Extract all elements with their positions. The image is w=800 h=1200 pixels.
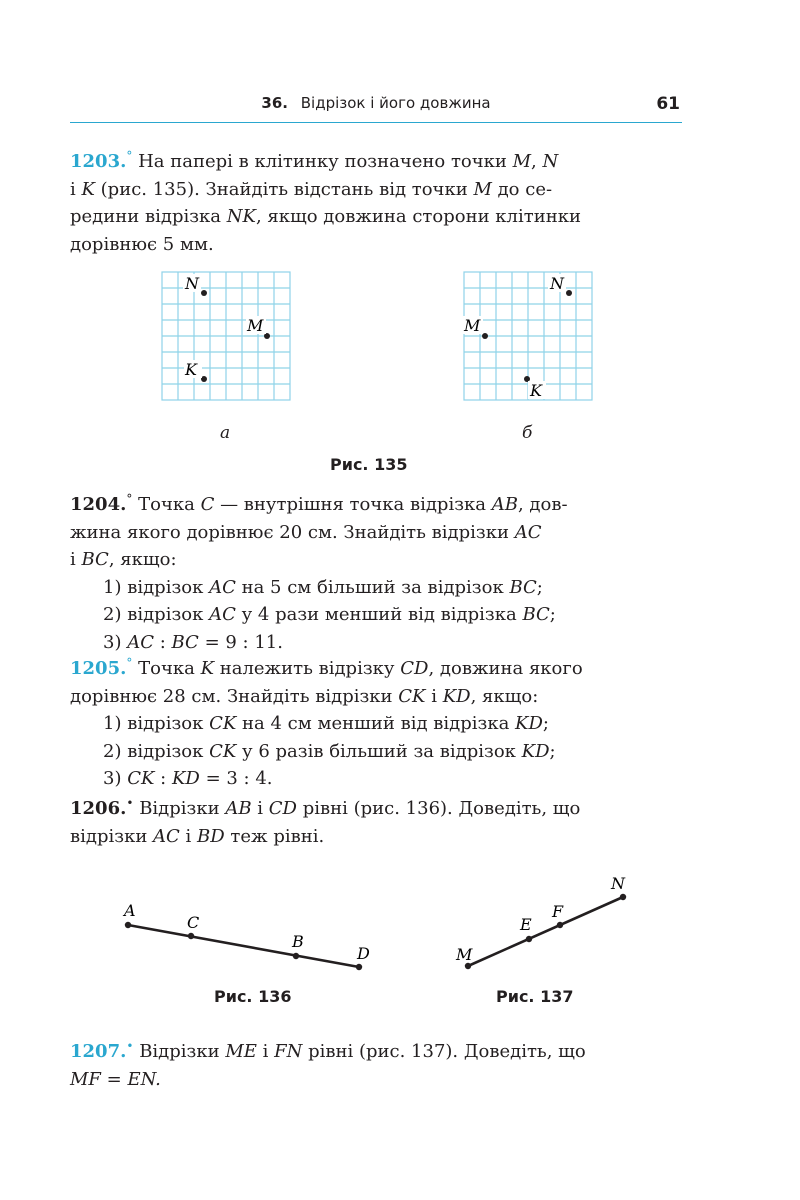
text: = 3 : 4.: [199, 768, 273, 789]
text: ;: [549, 604, 556, 625]
text: = 9 : 11.: [198, 631, 283, 653]
point-e: [526, 936, 532, 942]
difficulty-mark: •: [126, 796, 134, 810]
segment-label: AC: [209, 576, 236, 598]
problem-1203: [70, 143, 682, 258]
text: Точка: [138, 494, 201, 515]
figure-caption: Рис. 135: [330, 455, 408, 474]
text: на 4 см менший від відрізка: [236, 713, 516, 734]
text: дорівнює 28 см. Знайдіть відрізки: [70, 685, 399, 707]
text: На папері в клітинку позначено точки: [138, 151, 513, 172]
point-label: K: [200, 658, 215, 679]
text: жина якого дорівнює 20 см. Знайдіть відрізки: [70, 521, 515, 543]
segment-label: AC: [209, 604, 236, 625]
text: Точка: [138, 658, 201, 679]
subfigure-label-a: а: [220, 423, 231, 443]
label-c: C: [187, 913, 200, 932]
label-n: N: [185, 274, 199, 293]
problem-1206: [70, 790, 682, 850]
label-b: B: [292, 932, 304, 951]
point-d: [356, 964, 362, 970]
difficulty-mark: °: [126, 492, 133, 506]
point-label: K: [81, 178, 95, 200]
text: і: [70, 178, 82, 200]
label-n: N: [550, 274, 564, 293]
point-label: M: [512, 151, 532, 172]
segment-label: AC: [127, 631, 154, 653]
section-number: 36.: [261, 94, 288, 112]
text: у 6 разів більший за відрізок: [236, 740, 522, 762]
text: — внутрішня точка відрізка: [214, 494, 492, 515]
text: і: [251, 798, 269, 819]
problem-1204: [70, 486, 682, 656]
page-number: 61: [656, 94, 680, 114]
segment-label: CK: [398, 685, 426, 707]
point-f: [557, 922, 563, 928]
segment-label: AB: [491, 494, 518, 515]
label-k: K: [185, 360, 197, 379]
problem-number: 1203.: [70, 151, 127, 172]
label-f: F: [552, 902, 564, 921]
text: дорівнює 5 мм.: [70, 233, 214, 255]
section-heading: [70, 94, 682, 112]
segment-label: FN: [274, 1041, 303, 1062]
label-k: K: [530, 381, 542, 400]
segment-label: CD: [400, 658, 429, 679]
text: (рис. 135). Знайдіть відстань від точки: [94, 178, 474, 200]
text: , дов-: [517, 494, 568, 515]
equation: MF = EN.: [70, 1068, 161, 1090]
text: відрізки: [70, 825, 154, 847]
problem-number: 1204.: [70, 494, 127, 515]
text: і: [425, 685, 443, 707]
text: 2) відрізок: [103, 604, 210, 625]
text: , довжина якого: [428, 658, 583, 679]
problem-1205: [70, 650, 682, 793]
problem-number: 1207.: [70, 1041, 127, 1062]
segment-label: BC: [171, 631, 199, 653]
figure-135-grids: [150, 268, 620, 408]
segment-label: CK: [127, 768, 155, 789]
text: теж рівні.: [224, 825, 325, 847]
segment-label: KD: [171, 768, 200, 789]
text: рівні (рис. 137). Доведіть, що: [302, 1041, 586, 1062]
text: 3): [103, 631, 128, 653]
text: , якщо довжина сторони клітинки: [255, 206, 581, 227]
text: належить відрізку: [214, 658, 401, 679]
label-e: E: [520, 915, 532, 934]
segment-label: KD: [442, 685, 471, 707]
text: ;: [536, 576, 543, 598]
text: 3): [103, 768, 128, 789]
text: до се-: [491, 178, 553, 200]
subfigure-label-b: б: [522, 423, 533, 443]
difficulty-mark: •: [126, 1039, 134, 1053]
segment-label: CK: [209, 740, 237, 762]
point-n: [620, 894, 626, 900]
label-d: D: [357, 944, 370, 963]
text: , якщо:: [108, 549, 177, 570]
difficulty-mark: °: [126, 149, 133, 163]
section-title: Відрізок і його довжина: [300, 94, 491, 112]
text: :: [153, 631, 172, 653]
text: Відрізки: [139, 1041, 226, 1062]
text: :: [154, 768, 172, 789]
figure-137: [455, 874, 626, 969]
point-c: [188, 933, 194, 939]
text: у 4 рази менший від відрізка: [235, 604, 523, 625]
text: редини відрізка: [70, 206, 227, 227]
text: 1) відрізок: [103, 713, 210, 734]
label-m: M: [456, 945, 473, 964]
figure-caption-137: Рис. 137: [496, 987, 574, 1006]
segment-label: BD: [197, 825, 225, 847]
problem-number: 1206.: [70, 798, 127, 819]
segment-label: BC: [522, 604, 550, 625]
problem-number: 1205.: [70, 658, 127, 679]
point-n: [566, 290, 572, 296]
problem-1207: [70, 1033, 682, 1093]
text: 2) відрізок: [103, 740, 210, 762]
segment-label: NK: [226, 206, 256, 227]
text: ;: [549, 740, 556, 762]
point-label: M: [473, 178, 492, 200]
text: 1) відрізок: [103, 576, 210, 598]
segment-label: AC: [153, 825, 180, 847]
text: на 5 см більший за відрізок: [235, 576, 510, 598]
segment-label: BC: [509, 576, 537, 598]
label-m: M: [464, 316, 481, 335]
point-n: [201, 290, 207, 296]
segment-label: CK: [209, 713, 237, 734]
text: ,: [531, 151, 543, 172]
segment-label: AC: [514, 521, 542, 543]
text: Відрізки: [139, 798, 226, 819]
point-label: N: [542, 151, 559, 172]
grid-a: [162, 272, 290, 400]
segment-label: CD: [268, 798, 297, 819]
page-header: [70, 92, 682, 123]
label-n: N: [611, 874, 625, 893]
label-a: A: [124, 901, 136, 920]
text: , якщо:: [470, 685, 539, 707]
segment-label: ME: [225, 1041, 257, 1062]
segment-label: BC: [81, 549, 109, 570]
point-b: [293, 953, 299, 959]
difficulty-mark: °: [126, 656, 133, 670]
text: і: [179, 825, 198, 847]
text: ;: [542, 713, 549, 734]
figures-136-137: [100, 870, 660, 980]
point-a: [125, 922, 131, 928]
segment-label: KD: [521, 740, 550, 762]
segment-label: AB: [225, 798, 252, 819]
text: рівні (рис. 136). Доведіть, що: [296, 798, 581, 819]
label-m: M: [247, 316, 264, 335]
point-label: C: [200, 494, 215, 515]
figure-caption-136: Рис. 136: [214, 987, 292, 1006]
text: і: [70, 549, 82, 570]
figure-136: [122, 901, 370, 970]
text: і: [256, 1041, 275, 1062]
segment-label: KD: [515, 713, 543, 734]
grid-b: [463, 272, 592, 400]
